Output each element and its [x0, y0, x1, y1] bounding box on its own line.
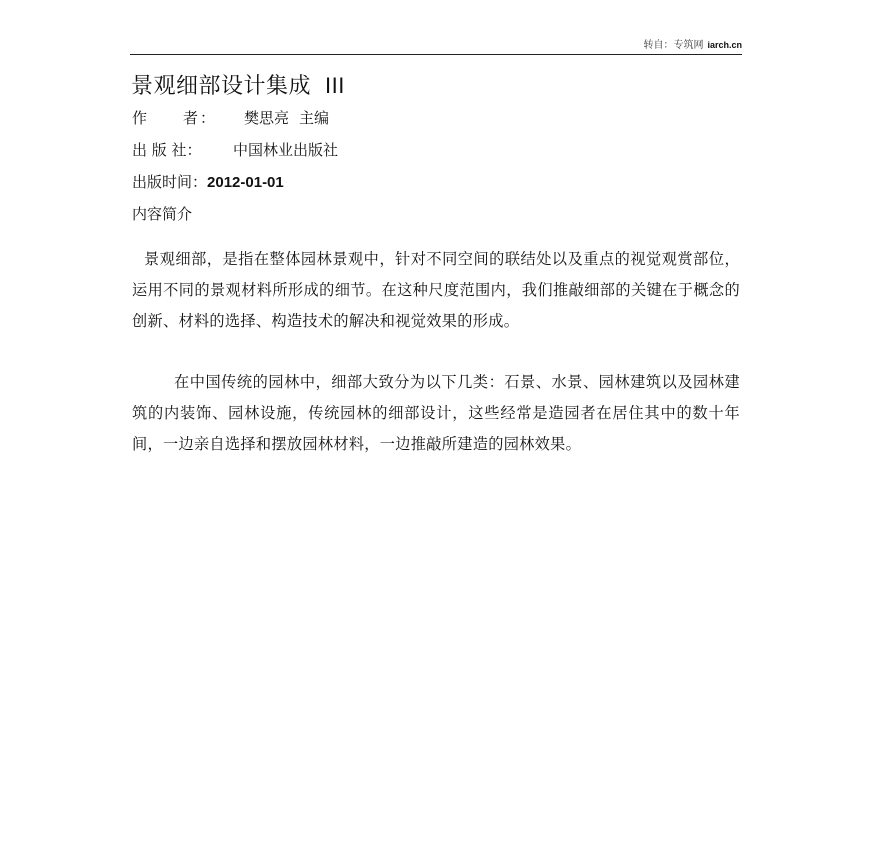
intro-paragraph-1: 景观细部，是指在整体园林景观中，针对不同空间的联结处以及重点的视觉观赏部位，运用不同的景观材料所形成的细节。在这种尺度范围内，我们推敲细部的关键在于概念的创新、材料的选择、构造技术的解决和视觉效果的形成。: [132, 250, 740, 331]
page-header: [130, 36, 742, 55]
author-line: [132, 108, 329, 128]
publish-date-label: 出版时间：: [132, 173, 208, 191]
author-label: 作 者：: [132, 109, 218, 127]
source-logo: iarch.cn: [707, 40, 742, 50]
book-title-text: 景观细部设计集成: [131, 74, 312, 99]
book-title: [131, 70, 345, 103]
publish-date-line: [132, 172, 284, 193]
source-label: 转自：专筑网: [643, 40, 704, 51]
intro-paragraph-2: 在中国传统的园林中，细部大致分为以下几类：石景、水景、园林建筑以及园林建筑的内装饰、园林设施，传统园林的细部设计，这些经常是造园者在居住其中的数十年间，一边亲自选择和摆放园林材料，一边推敲所建造的园林效果。: [132, 373, 740, 454]
publisher-name: 中国林业出版社: [233, 141, 339, 159]
book-volume: III: [325, 73, 345, 98]
intro-heading: 内容简介: [132, 205, 193, 223]
publish-date-value: 2012-01-01: [207, 174, 284, 191]
publisher-line: [132, 140, 338, 160]
author-role: 主编: [299, 109, 330, 127]
publisher-label: 出 版 社：: [132, 141, 202, 159]
author-name: 樊思亮: [244, 109, 290, 127]
